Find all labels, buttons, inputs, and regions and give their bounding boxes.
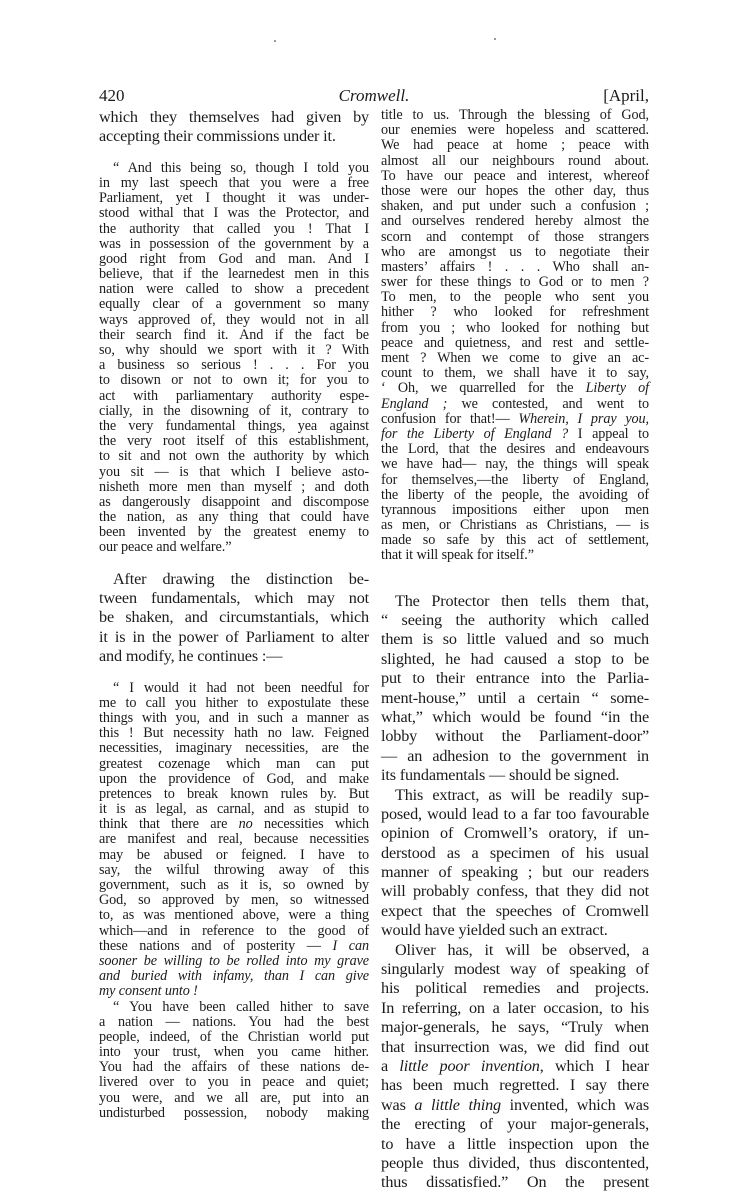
- paragraph-distinction: [99, 570, 369, 667]
- text-line: tween fundamentals, which may not: [99, 589, 369, 608]
- text-line: confusion for that!— Wherein, I pray you,: [381, 410, 649, 427]
- text-line: sooner be willing to be rolled into my grave: [99, 952, 369, 969]
- text-line: has been much regretted. I say there: [381, 1076, 649, 1095]
- text-line: who are amongst us to negotiate their: [381, 243, 649, 260]
- text-line: for the Liberty of England ? I appeal to: [381, 425, 649, 442]
- running-title: Cromwell.: [338, 86, 410, 105]
- text-line: the very root itself of this establishment,: [99, 433, 369, 450]
- paragraph-protector: [381, 592, 649, 786]
- quote-speech-continued: [381, 108, 649, 564]
- text-line: as men, or Christians as Christians, — is: [381, 517, 649, 534]
- text-line: these nations and of posterity — I can: [99, 937, 369, 954]
- text-line: stood withal that I was the Protector, and: [99, 205, 369, 222]
- text-line: swer for these things to God or to men ?: [381, 274, 649, 291]
- quote-speech-part3: [99, 1000, 369, 1122]
- text-line: we have had— nay, the things will speak: [381, 456, 649, 473]
- text-line: say, the wilful throwing away of this: [99, 861, 369, 878]
- text-line: act with parliamentary authority espe-: [99, 387, 369, 404]
- text-line: accepting their commissions under it.: [99, 127, 336, 146]
- text-line: singularly modest way of speaking of: [381, 960, 649, 979]
- text-line: tyrannous impositions either upon men: [381, 501, 649, 518]
- text-line: hither ? who looked for refreshment: [381, 304, 649, 321]
- text-line: opinion of Cromwell’s oratory, if un-: [381, 824, 649, 843]
- text-line: those were our hopes the other day, thus: [381, 182, 649, 199]
- text-line: put to their entrance into the Parlia-: [381, 669, 649, 688]
- text-line: upon the providence of God, and make: [99, 770, 369, 787]
- text-line: scorn and contempt of those strangers: [381, 228, 649, 245]
- text-line: to sit and not own the authority by which: [99, 448, 369, 465]
- text-line: the erecting of your major-generals,: [381, 1115, 649, 1134]
- text-line: and modify, he continues :—: [99, 647, 283, 666]
- text-line: was in possession of the government by a: [99, 235, 369, 252]
- text-line: shaken, and put under such a confusion ;: [381, 198, 649, 215]
- text-line: which they themselves had given by: [99, 108, 369, 126]
- text-line: you sit — is that which I believe asto-: [99, 463, 369, 480]
- right-column: [381, 108, 649, 1193]
- text-line: from you ; who looked for nothing but: [381, 319, 649, 336]
- text-line: was a little thing invented, which was: [381, 1095, 649, 1114]
- text-line: ment ? When we come to give an ac-: [381, 350, 649, 366]
- text-line: Parliament, yet I thought it was under-: [99, 190, 369, 207]
- text-line: in my last speech that you were a free: [99, 174, 369, 191]
- text-line: — an adhesion to the government in: [381, 746, 649, 765]
- text-line: the liberty of the people, the avoiding of: [381, 486, 649, 503]
- text-line: our enemies were hopeless and scattered.: [381, 122, 649, 139]
- text-line: nation were called to show a precedent: [99, 281, 369, 298]
- text-line: for themselves,—the liberty of England,: [381, 471, 649, 488]
- text-line: think that there are no necessities which: [99, 816, 369, 833]
- text-line: ‘ Oh, we quarrelled for the Liberty of: [381, 380, 649, 397]
- text-line: England ; we contested, and went to: [381, 395, 650, 412]
- text-line: the authority that called you ! That I: [99, 220, 369, 237]
- paragraph-oliver: [381, 941, 649, 1193]
- print-speck: [494, 38, 496, 40]
- text-line: “ You have been called hither to save: [113, 998, 369, 1015]
- text-line: God, so approved by men, so witnessed: [99, 892, 369, 909]
- text-line: major-generals, he says, “Truly when: [381, 1018, 649, 1037]
- text-line: to have a little inspection upon the: [381, 1134, 649, 1153]
- text-line: count to them, we shall have it to say,: [381, 365, 649, 382]
- text-line: pretences to break known rules by. But: [99, 785, 369, 802]
- text-line: masters’ affairs ! . . . Who shall an-: [381, 258, 649, 275]
- text-line: me to call you hither to expostulate these: [99, 694, 369, 711]
- text-line: that it will speak for itself.”: [381, 547, 534, 564]
- text-line: are manifest and real, because necessities: [99, 831, 369, 848]
- text-line: equally clear of a government so many: [99, 296, 369, 313]
- text-line: my consent unto !: [99, 983, 198, 1000]
- left-column: [99, 108, 369, 1121]
- text-line: a nation — nations. You had the best: [99, 1013, 369, 1030]
- text-line: This extract, as will be readily sup-: [395, 785, 649, 804]
- text-line: government, such as it is, so owned by: [99, 877, 369, 894]
- text-line: them is so little valued and so much: [381, 630, 649, 649]
- text-line: will probably confess, that they did not: [381, 882, 649, 901]
- text-line: livered over to you in peace and quiet;: [99, 1074, 369, 1091]
- text-line: which—and in reference to the good of: [99, 922, 369, 939]
- text-line: and buried with infamy, than I can give: [99, 968, 369, 985]
- text-line: the nation, as any thing that could have: [99, 509, 369, 526]
- quote-speech-part1: [99, 161, 369, 556]
- text-line: this ! But necessity hath no law. Feigned: [99, 725, 369, 742]
- text-line: After drawing the distinction be-: [113, 569, 369, 588]
- text-line: the very fundamental things, yea against: [99, 417, 369, 434]
- text-line: “ And this being so, though I told you: [113, 159, 369, 176]
- text-line: to disown or not to own it; for you to: [99, 372, 369, 389]
- text-line: thus dissatisfied.” On the present: [381, 1173, 649, 1192]
- text-line: may be abused or feigned. I have to: [99, 846, 369, 863]
- text-line: In referring, on a later occasion, to his: [381, 998, 649, 1017]
- text-line: To have our peace and interest, whereof: [381, 167, 649, 184]
- text-line: made so safe by this act of settlement,: [381, 532, 649, 549]
- text-line: his political remedies and projects.: [381, 979, 649, 998]
- text-line: slighted, he had caused a stop to be: [381, 649, 649, 668]
- text-line: a little poor invention, which I hear: [381, 1057, 649, 1075]
- text-line: manner of speaking ; but our readers: [381, 863, 649, 882]
- text-line: necessities, imaginary necessities, are the: [99, 740, 369, 757]
- text-line: been invented by the greatest enemy to: [99, 524, 369, 541]
- text-line: the Lord, that the desires and endeavours: [381, 441, 649, 458]
- text-line: undisturbed possession, nobody making: [99, 1104, 369, 1121]
- text-line: it is in the power of Parliament to alter: [99, 627, 369, 646]
- text-line: cially, in the disowning of it, contrary to: [99, 402, 369, 419]
- text-line: lobby without the Parliament-door”: [381, 727, 649, 746]
- text-line: expect that the speeches of Cromwell: [381, 901, 649, 920]
- text-line: You had the affairs of these nations de-: [99, 1059, 369, 1076]
- text-line: ways approved of, they would not in all: [99, 311, 369, 328]
- running-date: [April,: [603, 86, 649, 105]
- text-line: be shaken, and circumstantials, which: [99, 608, 369, 627]
- text-line: to, as was mentioned above, were a thing: [99, 907, 369, 924]
- text-line: The Protector then tells them that,: [395, 591, 649, 610]
- text-line: it is as legal, as carnal, and as stupid to: [99, 801, 369, 818]
- text-line: ment-house,” until a certain “ some-: [381, 688, 649, 707]
- text-line: almost all our neighbours round about.: [381, 152, 649, 169]
- text-line: would have yielded such an extract.: [381, 921, 608, 940]
- paragraph-extract: [381, 786, 649, 941]
- paragraph-continuation: [99, 108, 369, 147]
- text-line: so, why should we sport with it ? With: [99, 342, 369, 359]
- text-line: our peace and welfare.”: [99, 539, 232, 556]
- text-line: you were, and we all are, put into an: [99, 1089, 369, 1106]
- text-line: We had peace at home ; peace with: [381, 137, 649, 154]
- text-line: their search find it. And if the fact be: [99, 326, 369, 343]
- text-line: believe, that if the learnedest men in this: [99, 266, 369, 283]
- print-speck: [274, 40, 276, 42]
- text-line: To men, to the people who sent you: [381, 289, 649, 306]
- text-line: things with you, and in such a manner as: [99, 709, 369, 726]
- text-line: people thus divided, thus discontented,: [381, 1153, 649, 1172]
- text-line: as dangerously disappoint and discompose: [99, 493, 369, 510]
- text-line: that insurrection was, we did find out: [381, 1037, 649, 1056]
- page-number: 420: [99, 86, 125, 105]
- text-line: greatest cozenage which man can put: [99, 755, 369, 772]
- text-line: its fundamentals — should be signed.: [381, 766, 620, 785]
- text-line: and ourselves rendered hereby almost the: [381, 213, 649, 230]
- text-line: nisheth more men than myself ; and doth: [99, 478, 369, 495]
- text-line: peace and quietness, and rest and settle-: [381, 334, 649, 351]
- text-line: Oliver has, it will be observed, a: [395, 940, 649, 959]
- quote-speech-part2: [99, 681, 369, 1000]
- text-line: derstood as a specimen of his usual: [381, 843, 649, 862]
- text-line: people, indeed, of the Christian world put: [99, 1028, 369, 1045]
- running-header: [99, 86, 649, 108]
- text-line: a business so serious ! . . . For you: [99, 357, 369, 374]
- text-line: title to us. Through the blessing of God,: [381, 107, 649, 123]
- text-line: “ I would it had not been needful for: [113, 679, 369, 696]
- text-line: posed, would lead to a far too favourable: [381, 804, 649, 823]
- text-line: good right from God and man. And I: [99, 250, 369, 267]
- text-line: “ seeing the authority which called: [381, 611, 649, 630]
- text-line: what,” which would be found “in the: [381, 707, 649, 726]
- text-line: into your trust, when you came hither.: [99, 1044, 369, 1061]
